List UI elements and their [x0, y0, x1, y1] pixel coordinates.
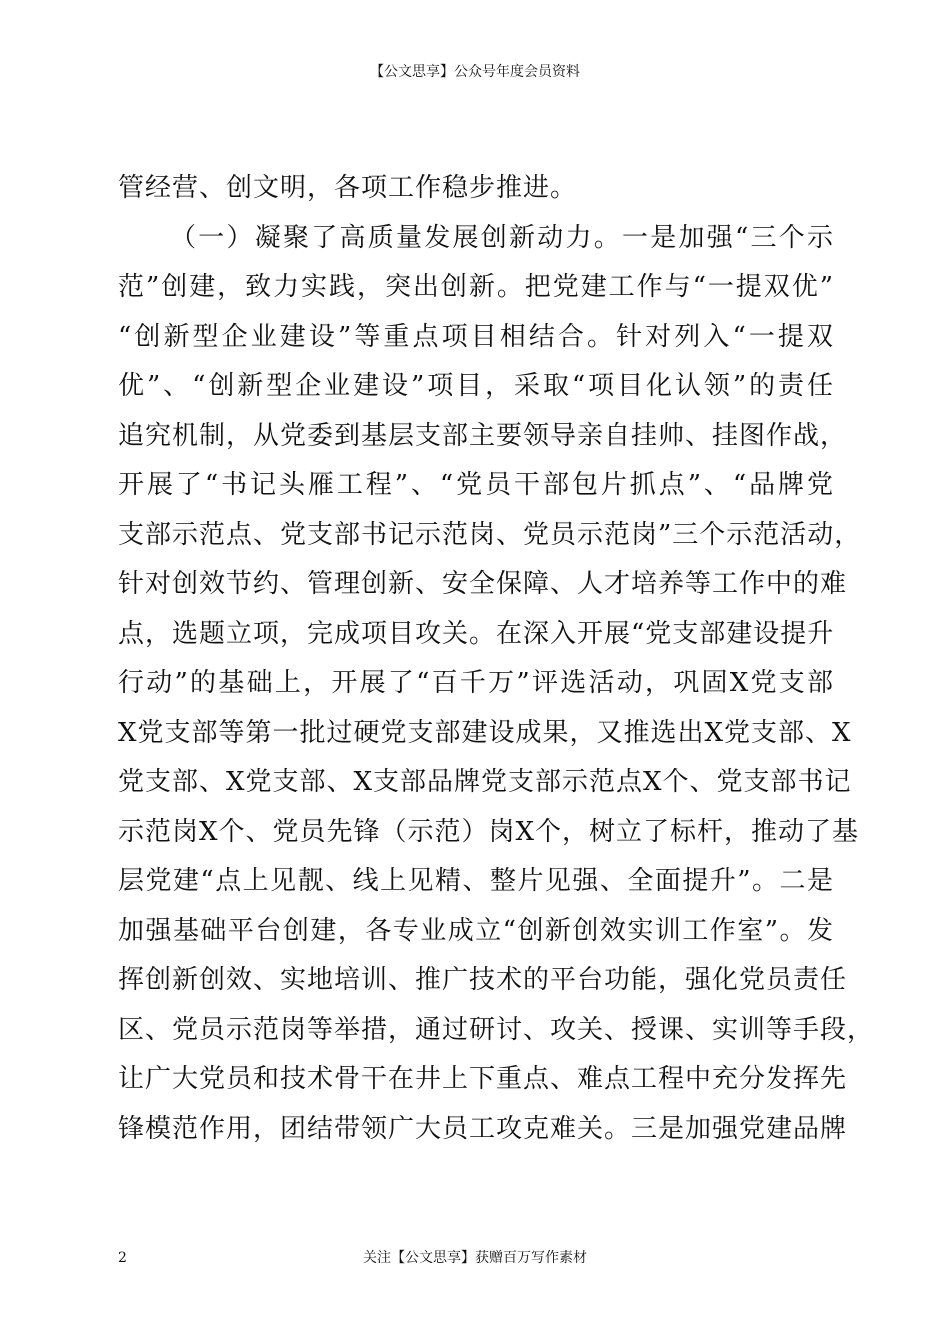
body-line: 管经营、创文明，各项工作稳步推进。: [118, 173, 578, 203]
paragraph-first-line: （一）凝聚了高质量发展创新动力。一是加强“三个示: [170, 222, 834, 253]
body-line: 让广大党员和技术骨干在井上下重点、难点工程中充分发挥先: [118, 1064, 848, 1094]
body-line: 党支部、X党支部、X支部品牌党支部示范点X个、党支部书记: [118, 767, 852, 797]
body-line: 追究机制，从党委到基层支部主要领导亲自挂帅、挂图作战，: [118, 420, 848, 451]
body-line: “创新型企业建设”等重点项目相结合。针对列入“一提双: [118, 321, 834, 352]
page-footer: [0, 1248, 950, 1268]
body-line: 示范岗X个、党员先锋（示范）岗X个，树立了标杆，推动了基: [118, 816, 860, 847]
body-line: 加强基础平台创建，各专业成立“创新创效实训工作室”。发: [118, 915, 834, 946]
body-line: 优”、“创新型企业建设”项目，采取“项目化认领”的责任: [118, 371, 834, 401]
body-line: 锋模范作用，团结带领广大员工攻克难关。三是加强党建品牌: [118, 1113, 848, 1144]
document-body: [118, 164, 875, 1154]
body-line: X党支部等第一批过硬党支部建设成果，又推选出X党支部、X: [118, 717, 852, 748]
page-number: 2: [118, 1250, 127, 1266]
body-line: 支部示范点、党支部书记示范岗、党员示范岗”三个示范活动，: [118, 519, 862, 550]
body-line: 区、党员示范岗等举措，通过研讨、攻关、授课、实训等手段，: [118, 1014, 875, 1045]
body-line: 点，选题立项，完成项目攻关。在深入开展“党支部建设提升: [118, 618, 835, 649]
footer-note: 关注【公文思享】获赠百万写作素材: [363, 1250, 587, 1266]
body-line: 挥创新创效、实地培训、推广技术的平台功能，强化党员责任: [118, 965, 848, 995]
body-line: 开展了“书记头雁工程”、“党员干部包片抓点”、“品牌党: [118, 470, 834, 500]
body-line: 范”创建，致力实践，突出创新。把党建工作与“一提双优”: [118, 272, 834, 302]
page-header: 【公文思享】公众号年度会员资料: [370, 64, 580, 80]
body-line: 行动”的基础上，开展了“百千万”评选活动，巩固X党支部: [118, 668, 834, 698]
body-line: 针对创效节约、管理创新、安全保障、人才培养等工作中的难: [118, 569, 848, 599]
body-line: 层党建“点上见靓、线上见精、整片见强、全面提升”。二是: [118, 866, 834, 896]
